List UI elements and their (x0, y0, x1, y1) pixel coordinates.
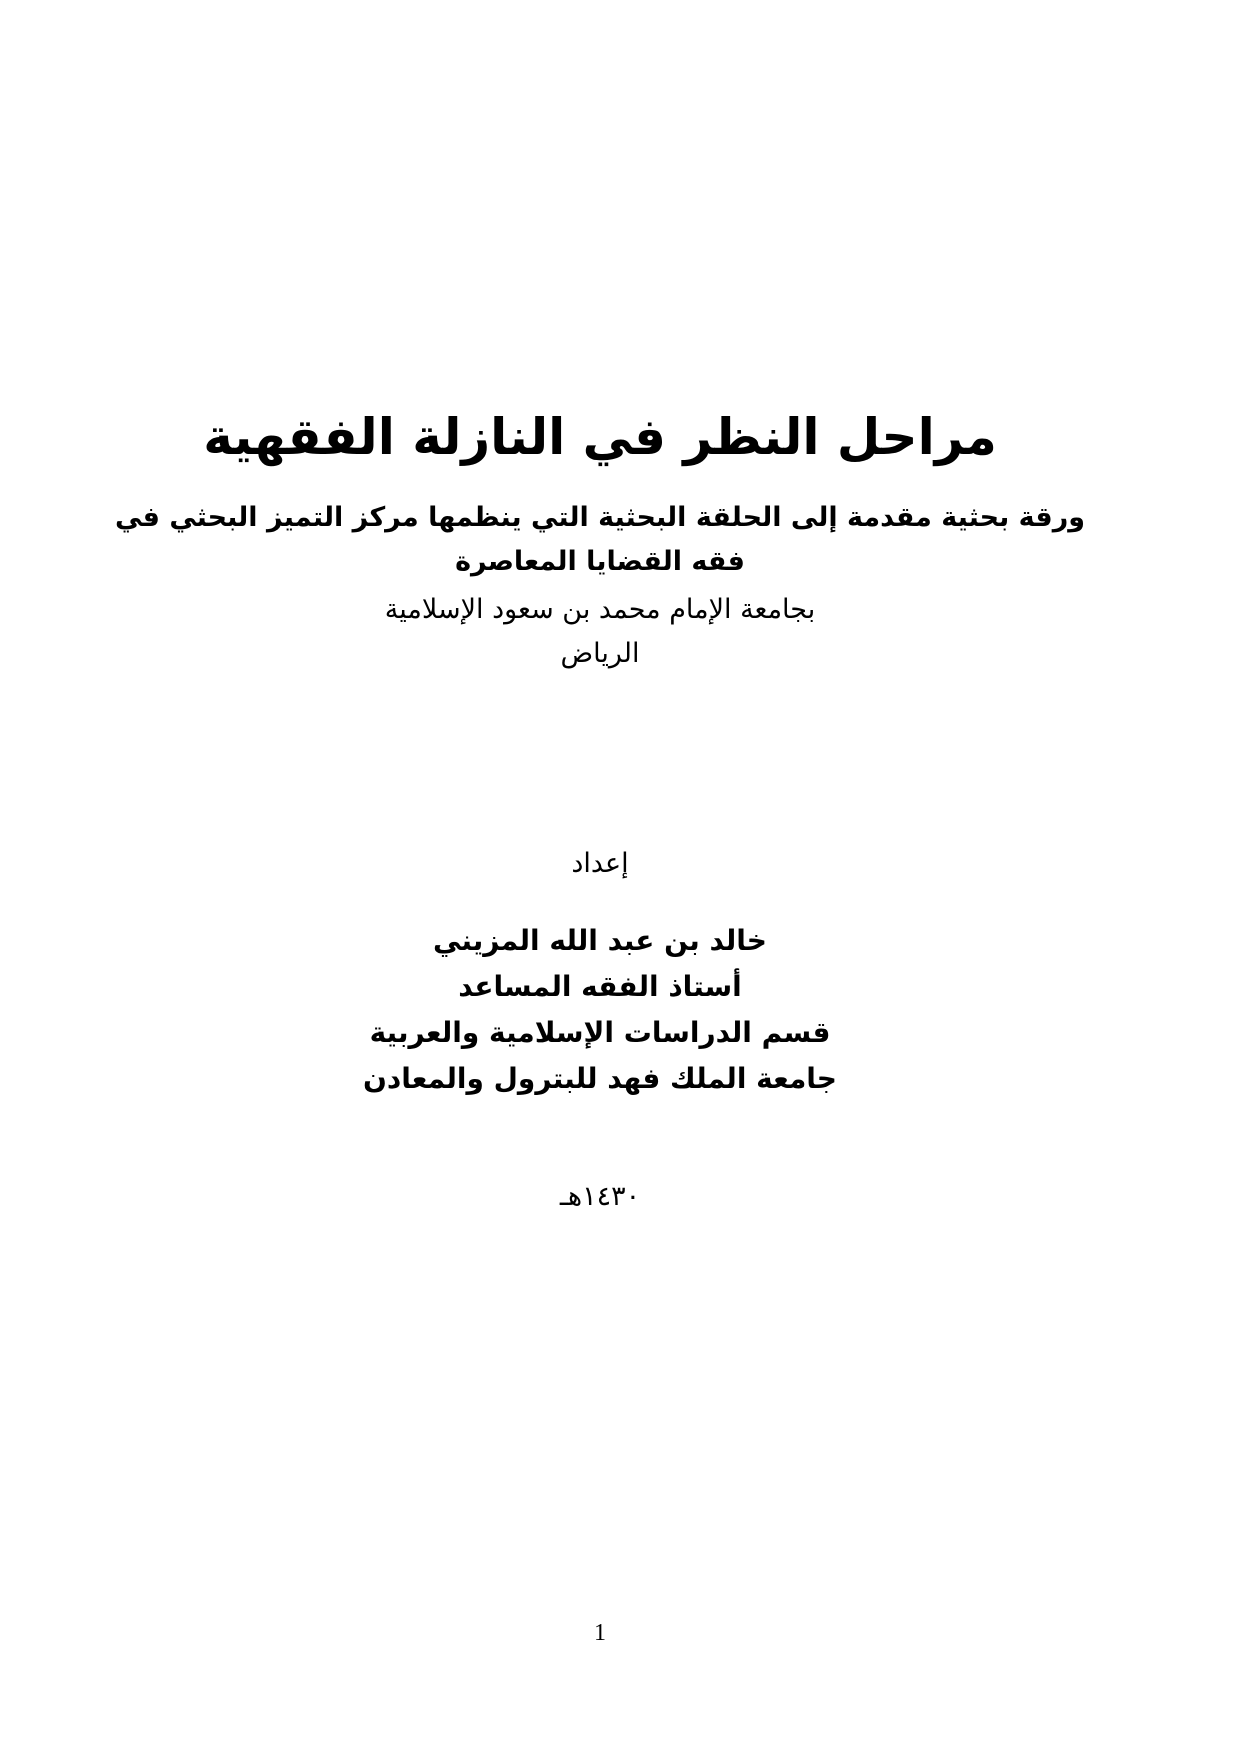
author-department: قسم الدراسات الإسلامية والعربية (369, 1016, 831, 1049)
subtitle-line-3: بجامعة الإمام محمد بن سعود الإسلامية (384, 594, 816, 625)
author-name: خالد بن عبد الله المزيني (433, 924, 767, 957)
page-number: 1 (594, 1620, 606, 1646)
subtitle-line-2: فقه القضايا المعاصرة (455, 546, 745, 577)
author-university: جامعة الملك فهد للبترول والمعادن (363, 1062, 837, 1095)
author-position: أستاذ الفقه المساعد (458, 970, 742, 1003)
prepared-by-label: إعداد (571, 848, 629, 879)
document-title: مراحل النظر في النازلة الفقهية (203, 408, 997, 466)
subtitle-line-1: ورقة بحثية مقدمة إلى الحلقة البحثية التي ينظمها مركز التميز البحثي في (114, 502, 1086, 533)
document-date: ١٤٣٠هـ (559, 1181, 641, 1212)
subtitle-line-4: الرياض (560, 638, 640, 669)
